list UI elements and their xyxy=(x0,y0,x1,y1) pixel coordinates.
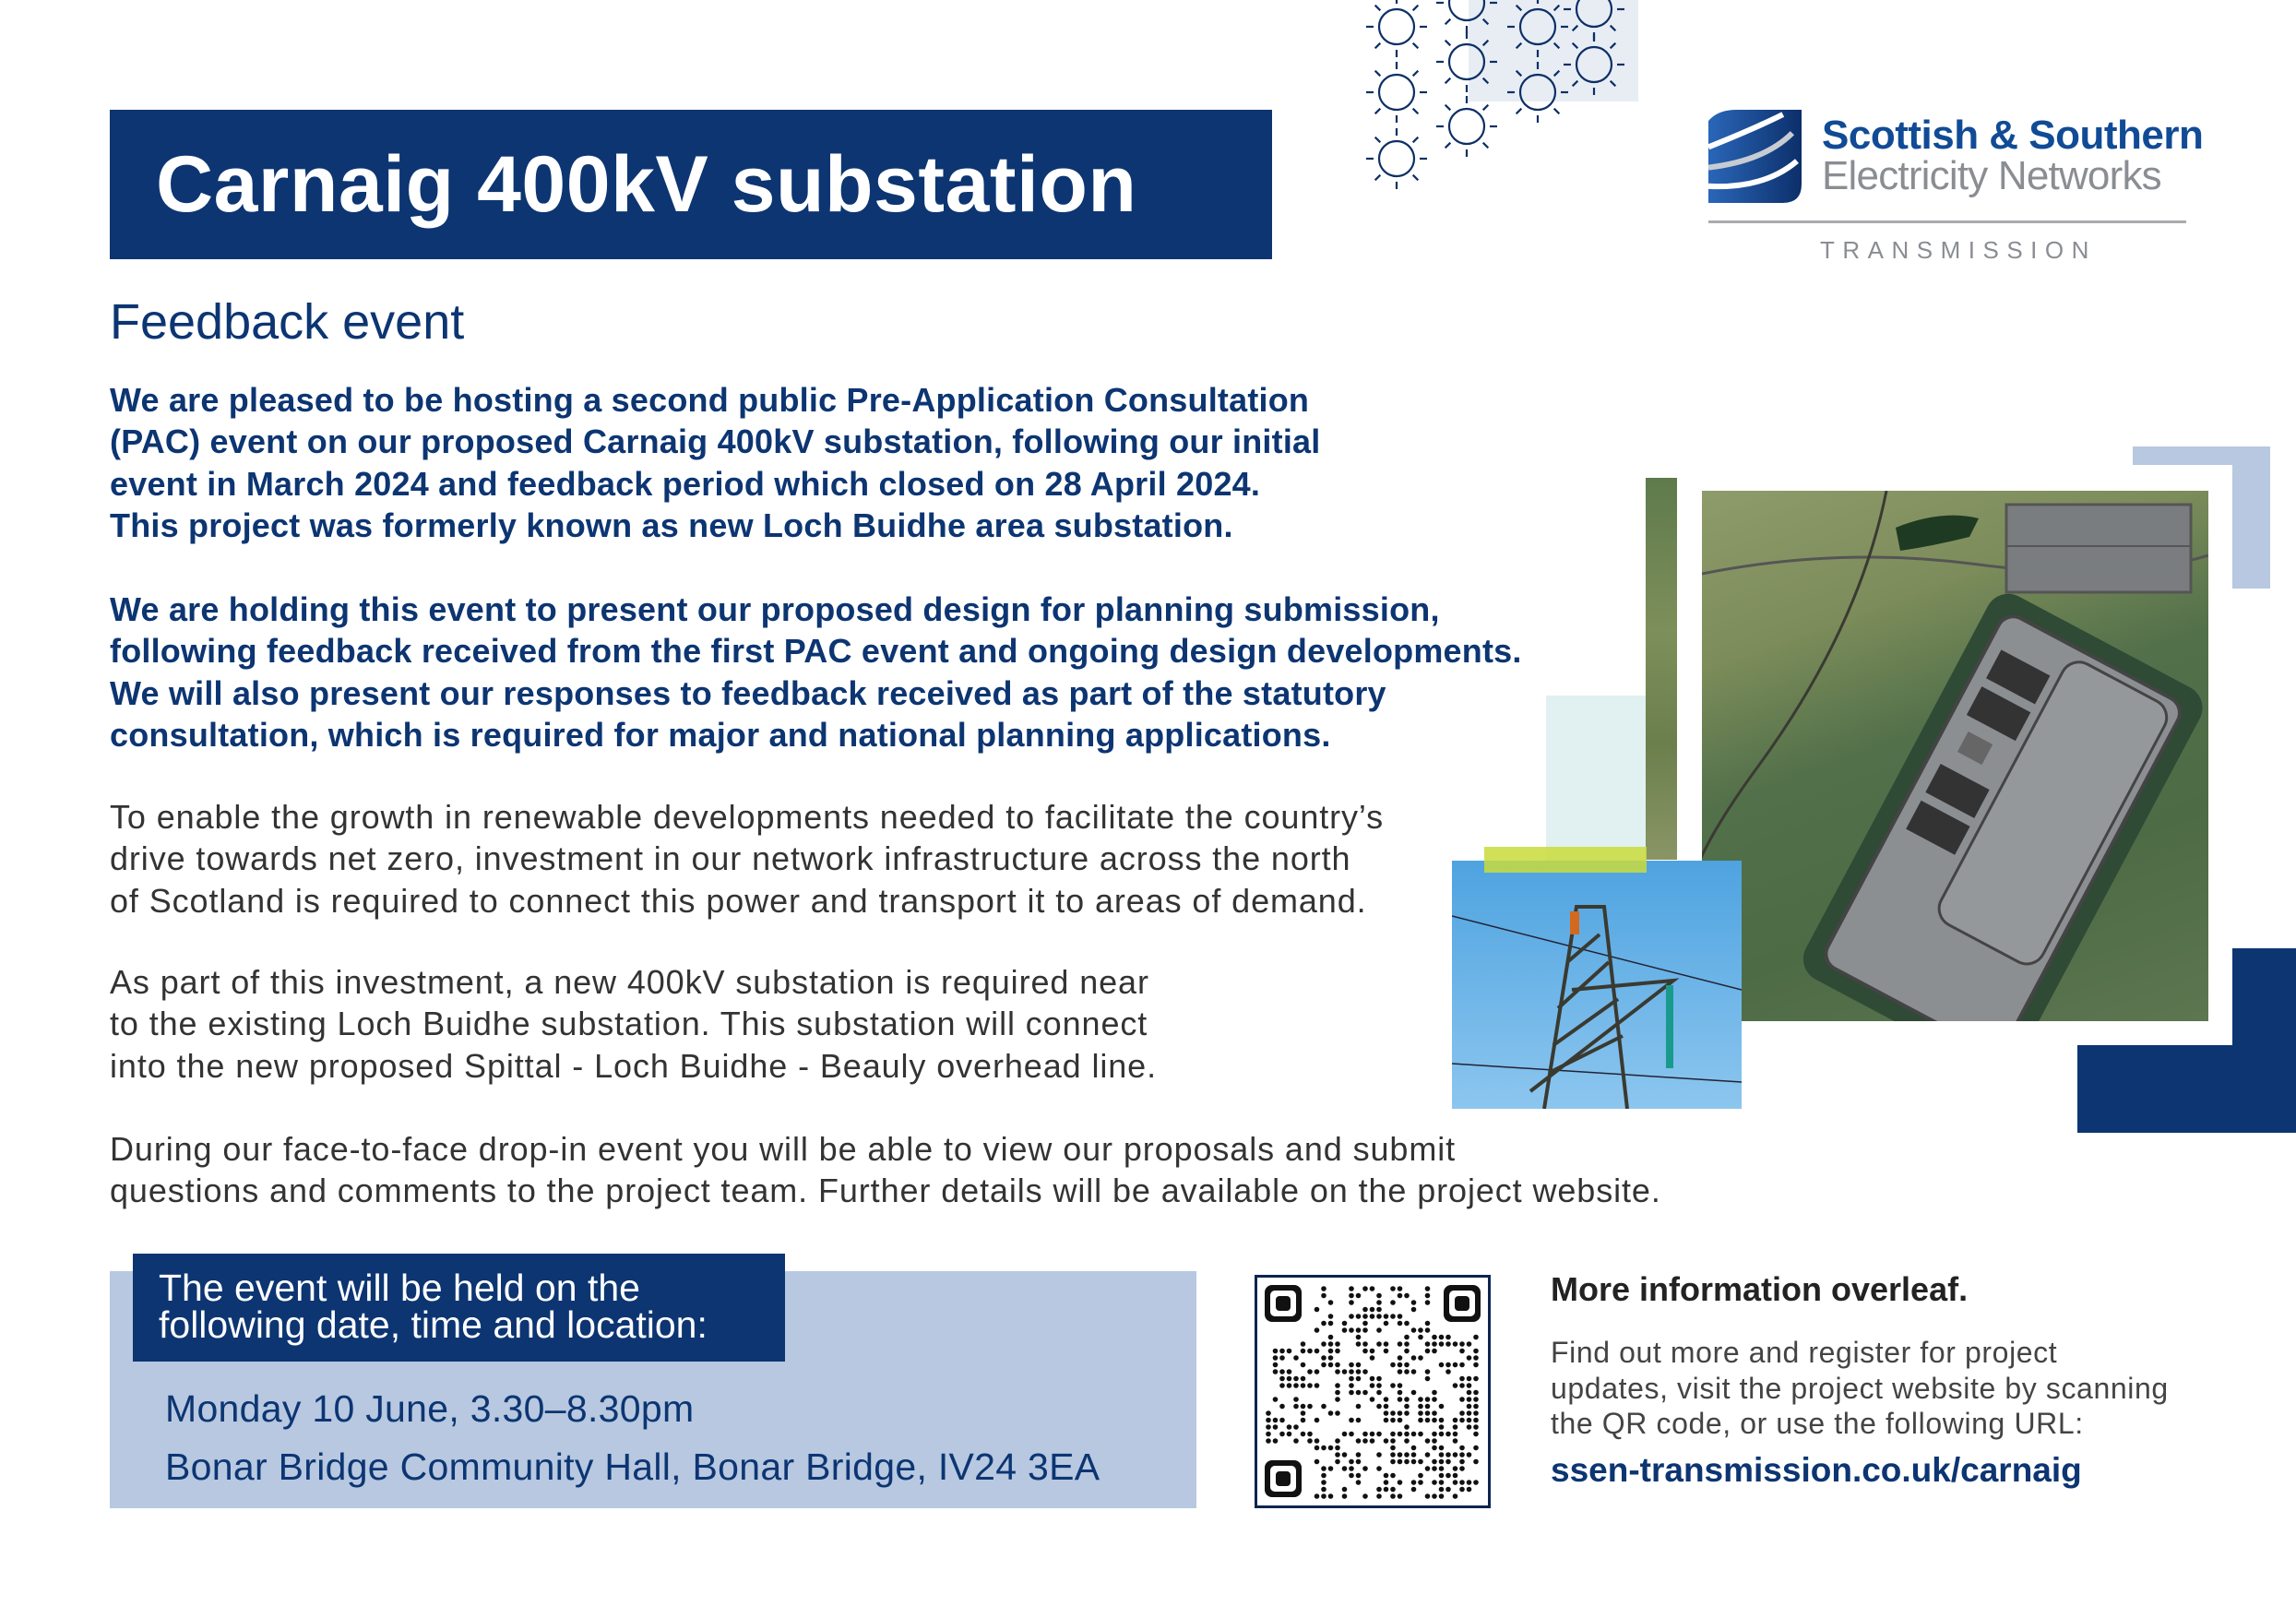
event-info-heading xyxy=(133,1254,785,1362)
event-location: Bonar Bridge Community Hall, Bonar Bridge, IV24 3EA xyxy=(165,1445,1100,1488)
text-line: drive towards net zero, investment in our network infrastructure across the north xyxy=(110,839,1351,878)
title-banner xyxy=(110,110,1272,259)
text-line: (PAC) event on our proposed Carnaig 400kV substation, following our initial xyxy=(110,422,1321,461)
qr-code[interactable] xyxy=(1255,1275,1491,1508)
decorative-accent-bar xyxy=(1484,847,1647,873)
text-line: event in March 2024 and feedback period which closed on 28 April 2024. xyxy=(110,464,1261,503)
logo-text-transmission: TRANSMISSION xyxy=(1820,236,2097,264)
text-line: following feedback received from the first PAC event and ongoing design developments. xyxy=(110,632,1522,671)
sun-pattern-icon xyxy=(1356,0,1633,203)
decorative-panel xyxy=(1546,696,1646,862)
intro-paragraph xyxy=(110,379,1320,546)
text-line: To enable the growth in renewable developments needed to facilitate the country’s xyxy=(110,798,1385,836)
landscape-image-strip xyxy=(1646,478,1677,860)
context-paragraph xyxy=(110,796,1384,922)
text-line: questions and comments to the project team. Further details will be available on the project website. xyxy=(110,1172,1661,1210)
text-line: This project was formerly known as new Loch Buidhe area substation. xyxy=(110,506,1233,544)
text-line: to the existing Loch Buidhe substation. This substation will connect xyxy=(110,1005,1148,1043)
project-url-link[interactable]: ssen-transmission.co.uk/carnaig xyxy=(1551,1451,2082,1489)
text-line: As part of this investment, a new 400kV substation is required near xyxy=(110,963,1149,1001)
text-line: We are pleased to be hosting a second public Pre-Application Consultation xyxy=(110,381,1310,419)
more-info-text: updates, visit the project website by scanning xyxy=(1551,1372,2169,1405)
purpose-paragraph xyxy=(110,589,1522,755)
decorative-corner xyxy=(2077,1045,2296,1133)
text-line: We will also present our responses to feedback received as part of the statutory xyxy=(110,673,1386,712)
substation-aerial-image xyxy=(1702,491,2208,1021)
investment-paragraph xyxy=(110,961,1157,1087)
pylon-workers-image xyxy=(1452,861,1742,1109)
logo-text-line1: Scottish & Southern xyxy=(1822,113,2204,158)
text-line: into the new proposed Spittal - Loch Buidhe - Beauly overhead line. xyxy=(110,1046,1157,1085)
event-heading-line: The event will be held on the xyxy=(159,1267,640,1309)
decorative-corner xyxy=(2232,446,2270,589)
text-line: consultation, which is required for major and national planning applications. xyxy=(110,715,1331,754)
more-info-text: Find out more and register for project xyxy=(1551,1336,2058,1369)
page-title: Carnaig 400kV substation xyxy=(156,140,1137,229)
event-date-time: Monday 10 June, 3.30–8.30pm xyxy=(165,1387,695,1430)
text-line: of Scotland is required to connect this power and transport it to areas of demand. xyxy=(110,881,1367,920)
more-info-text: the QR code, or use the following URL: xyxy=(1551,1407,2084,1440)
event-heading-line: following date, time and location: xyxy=(159,1303,708,1346)
ssen-logo-icon xyxy=(1708,110,1802,203)
event-details-paragraph xyxy=(110,1128,1661,1212)
more-info-heading: More information overleaf. xyxy=(1551,1270,1969,1308)
text-line: During our face-to-face drop-in event you will be able to view our proposals and submit xyxy=(110,1130,1457,1168)
logo-divider xyxy=(1708,220,2186,223)
page-subtitle: Feedback event xyxy=(110,294,465,350)
text-line: We are holding this event to present our proposed design for planning submission, xyxy=(110,590,1440,628)
logo-text-line2: Electricity Networks xyxy=(1822,153,2161,198)
